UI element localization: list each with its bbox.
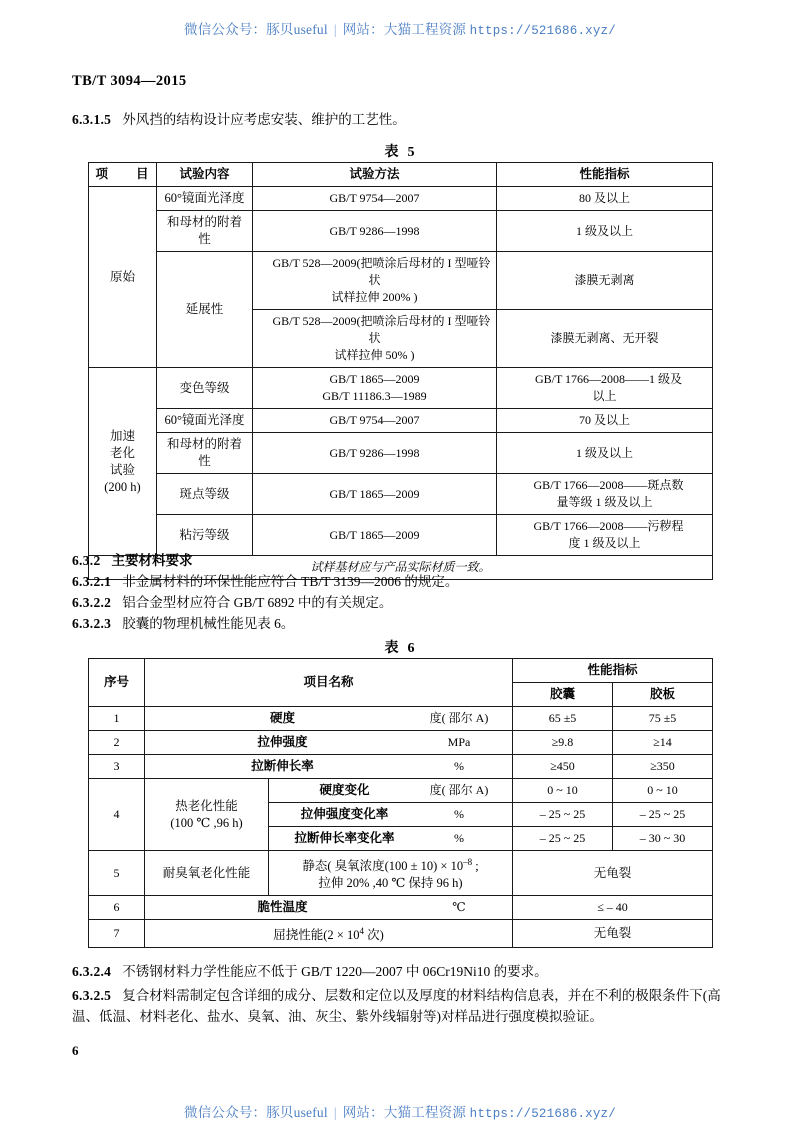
table-5	[88, 162, 713, 580]
watermark-account: 豚贝useful	[266, 1105, 328, 1120]
table5-test-content: 变色等级	[157, 368, 253, 409]
desc-line-1a: 静态( 臭氧浓度(100 ± 10) × 10	[302, 859, 464, 874]
watermark-separator: |	[333, 1105, 337, 1120]
table5-performance	[497, 368, 713, 409]
table6-col-seq: 序号	[89, 659, 145, 707]
desc-line-2: 拉伸 20% ,40 ℃ 保持 96 h)	[318, 876, 463, 891]
table5-caption-number: 5	[407, 145, 416, 160]
table6-item-name: 拉伸强度	[257, 735, 308, 749]
table6-item-name: 脆性温度	[257, 900, 308, 915]
table-row	[89, 896, 713, 920]
table6-col-plate: 胶板	[613, 683, 713, 707]
table5-performance: 80 及以上	[497, 187, 713, 211]
table6-value-plate: ≥350	[613, 755, 713, 779]
table5-group-accelerated-aging	[89, 368, 157, 556]
table6-item-name: 硬度	[270, 711, 296, 725]
table6-value-bag: – 25 ~ 25	[513, 827, 613, 851]
table-row	[89, 515, 713, 556]
perf-line-2: 量等级 1 级及以上	[556, 495, 653, 509]
table6-header-row-1	[89, 659, 713, 683]
table6-item-unit: MPa	[447, 735, 471, 749]
table5-header-row	[89, 163, 713, 187]
clause-6-3-2-5	[72, 985, 744, 1027]
table6-item-name: 拉断伸长率变化率	[294, 831, 395, 845]
table6-item-name-b: 次)	[363, 928, 384, 943]
table-row	[89, 851, 713, 896]
table6-item-unit: %	[454, 831, 465, 845]
desc-line-1	[274, 854, 507, 875]
clause-text: 外风挡的结构设计应考虑安装、维护的工艺性。	[122, 112, 406, 127]
watermark-prefix: 微信公众号：	[184, 22, 267, 37]
table6-item	[269, 827, 513, 851]
table-row	[89, 252, 713, 310]
clause-text: 不锈钢材料力学性能应不低于 GB/T 1220—2007 中 06Cr19Ni10 的要求。	[122, 964, 548, 979]
table5-performance: 70 及以上	[497, 409, 713, 433]
clause-text: 复合材料需制定包含详细的成分、层数和定位以及厚度的材料结构信息表，并在不利的极限条件下(高温、低温、材料老化、盐水、臭氧、油、灰尘、紫外线辐射等)对样品进行强度模拟验证。	[72, 988, 721, 1024]
method-line-1: GB/T 1865—2009	[329, 372, 420, 386]
table6-item-name: 拉伸强度变化率	[300, 807, 389, 821]
table6-item	[145, 707, 513, 731]
clause-text: 胶囊的物理机械性能见表 6。	[122, 616, 295, 631]
clause-6-3-2-4	[72, 962, 548, 982]
table-row	[89, 920, 713, 948]
table5-test-method	[253, 310, 497, 368]
clause-number: 6.3.2.2	[72, 595, 112, 610]
table6-value-plate: 0 ~ 10	[613, 779, 713, 803]
table6-group-heat-aging	[145, 779, 269, 851]
desc-line-1b: ;	[472, 859, 479, 874]
table5-test-method: GB/T 1865—2009	[253, 474, 497, 515]
method-line-1: GB/T 528—2009(把喷涂后母材的 I 型哑铃状	[272, 256, 491, 287]
clause-6-3-2	[72, 551, 193, 571]
table6-value-plate: 75 ±5	[613, 707, 713, 731]
watermark-site-name: 大猫工程资源	[383, 1105, 467, 1120]
table5-test-method: GB/T 9754—2007	[253, 409, 497, 433]
table5-test-content: 和母材的附着性	[157, 211, 253, 252]
group-line-2: (100 ℃ ,96 h)	[170, 815, 243, 830]
table6-caption-label: 表	[384, 641, 400, 656]
table5-performance: 漆膜无剥离	[497, 252, 713, 310]
table6-item-name: 拉断伸长率	[251, 759, 314, 773]
clause-text: 主要材料要求	[111, 553, 193, 568]
perf-line-1: GB/T 1766—2008——污秽程	[533, 519, 684, 533]
watermark-url: https://521686.xyz/	[469, 1107, 616, 1121]
table6-value-plate: – 30 ~ 30	[613, 827, 713, 851]
table5-test-content: 延展性	[157, 252, 253, 368]
table5-col-item: 项 目	[89, 163, 157, 187]
table6-seq: 7	[89, 920, 145, 948]
watermark-site-name: 大猫工程资源	[383, 22, 467, 37]
table6-item-unit: 度( 邵尔 A)	[429, 783, 489, 797]
table-6	[88, 658, 713, 948]
table6-value-bag: – 25 ~ 25	[513, 803, 613, 827]
watermark-account: 豚贝useful	[266, 22, 328, 37]
table6-value-bag: ≥450	[513, 755, 613, 779]
table5-test-method	[253, 368, 497, 409]
table6-item-unit: %	[454, 807, 465, 821]
clause-number: 6.3.2	[72, 553, 101, 568]
table-row	[89, 731, 713, 755]
watermark-site-label: 网站：	[342, 22, 384, 37]
top-watermark	[0, 18, 800, 38]
group-line-3: 试验	[109, 462, 135, 477]
table5-performance: 漆膜无剥离、无开裂	[497, 310, 713, 368]
page-number: 6	[72, 1043, 79, 1058]
table6-item-unit: %	[454, 759, 465, 773]
table6-col-item-name: 项目名称	[145, 659, 513, 707]
table6-seq: 6	[89, 896, 145, 920]
table6-item-name: 硬度变化	[319, 783, 370, 797]
table-row	[89, 368, 713, 409]
table5-test-method: GB/T 9286—1998	[253, 433, 497, 474]
table6-col-bag: 胶囊	[513, 683, 613, 707]
clause-number: 6.3.2.4	[72, 964, 112, 979]
table6-value-bag: 0 ~ 10	[513, 779, 613, 803]
table-row	[89, 409, 713, 433]
perf-line-2: 度 1 级及以上	[568, 536, 641, 550]
table6-seq: 2	[89, 731, 145, 755]
table6-value-bag: ≥9.8	[513, 731, 613, 755]
perf-line-2: 以上	[592, 389, 617, 403]
table6-seq: 4	[89, 779, 145, 851]
table5-test-content: 60°镜面光泽度	[157, 187, 253, 211]
group-line-1: 热老化性能	[175, 798, 238, 813]
group-line-2: 老化	[109, 445, 135, 460]
table-row	[89, 211, 713, 252]
table6-seq: 5	[89, 851, 145, 896]
table6-value-bag: 65 ±5	[513, 707, 613, 731]
table6-caption	[0, 637, 800, 657]
table5-caption	[0, 141, 800, 161]
table6-value-merged: 无龟裂	[513, 851, 713, 896]
table6-item-name-sup: 4	[359, 926, 364, 937]
watermark-prefix: 微信公众号：	[184, 1105, 267, 1120]
table5-test-content: 和母材的附着性	[157, 433, 253, 474]
clause-number: 6.3.2.3	[72, 616, 112, 631]
table6-caption-number: 6	[407, 641, 416, 656]
clause-number: 6.3.2.5	[72, 988, 112, 1003]
table5-note: 试样基材应与产品实际材质一致。	[89, 556, 713, 580]
table6-item-name-a: 屈挠性能(2 × 10	[273, 928, 360, 943]
table5-col-test-method: 试验方法	[253, 163, 497, 187]
method-line-2: GB/T 11186.3—1989	[322, 389, 427, 403]
table-row	[89, 707, 713, 731]
table6-item	[269, 779, 513, 803]
table5-test-method: GB/T 9286—1998	[253, 211, 497, 252]
clause-number: 6.3.1.5	[72, 112, 112, 127]
watermark-url: https://521686.xyz/	[469, 24, 616, 38]
table-row	[89, 779, 713, 803]
desc-line-1-sup: –8	[463, 857, 473, 867]
clause-6-3-2-3	[72, 614, 294, 634]
table5-performance: 1 级及以上	[497, 211, 713, 252]
perf-line-1: GB/T 1766—2008——斑点数	[533, 478, 684, 492]
standard-code: TB/T 3094—2015	[72, 73, 187, 89]
table-row	[89, 433, 713, 474]
table5-test-content: 粘污等级	[157, 515, 253, 556]
group-line-4: (200 h)	[104, 479, 141, 494]
perf-line-1: GB/T 1766—2008——1 级及	[534, 372, 683, 386]
table6-col-performance: 性能指标	[513, 659, 713, 683]
table6-item-unit: ℃	[452, 900, 466, 915]
clause-6-3-2-2	[72, 593, 392, 613]
table5-performance	[497, 515, 713, 556]
table6-item	[145, 731, 513, 755]
watermark-separator: |	[333, 22, 337, 37]
table5-col-performance: 性能指标	[497, 163, 713, 187]
table5-test-method	[253, 252, 497, 310]
method-line-2: 试样拉伸 50% )	[334, 348, 415, 362]
table-row	[89, 474, 713, 515]
table6-item	[269, 851, 513, 896]
table6-seq: 3	[89, 755, 145, 779]
table6-group-ozone-aging: 耐臭氧老化性能	[145, 851, 269, 896]
table6-item-unit: 度( 邵尔 A)	[429, 711, 489, 725]
method-line-2: 试样拉伸 200% )	[331, 290, 418, 304]
table-row	[89, 755, 713, 779]
table6-item	[145, 920, 513, 948]
table6-item	[145, 896, 513, 920]
table6-value-merged: ≤ – 40	[513, 896, 713, 920]
table5-test-content: 60°镜面光泽度	[157, 409, 253, 433]
clause-text: 铝合金型材应符合 GB/T 6892 中的有关规定。	[122, 595, 393, 610]
table5-performance	[497, 474, 713, 515]
table6-item	[145, 755, 513, 779]
table6-value-merged: 无龟裂	[513, 920, 713, 948]
table5-performance: 1 级及以上	[497, 433, 713, 474]
table5-test-method: GB/T 9754—2007	[253, 187, 497, 211]
clause-6-3-1-5	[72, 110, 406, 130]
group-line-1: 加速	[109, 428, 135, 443]
clause-text: 非金属材料的环保性能应符合 TB/T 3139—2006 的规定。	[122, 574, 459, 589]
bottom-watermark	[0, 1101, 800, 1121]
table5-caption-label: 表	[384, 145, 400, 160]
watermark-site-label: 网站：	[342, 1105, 384, 1120]
table5-group-original: 原始	[89, 187, 157, 368]
clause-number: 6.3.2.1	[72, 574, 112, 589]
table6-value-plate: ≥14	[613, 731, 713, 755]
table-row	[89, 187, 713, 211]
clause-6-3-2-1	[72, 572, 458, 592]
method-line-1: GB/T 528—2009(把喷涂后母材的 I 型哑铃状	[272, 314, 491, 345]
table5-test-method: GB/T 1865—2009	[253, 515, 497, 556]
table6-seq: 1	[89, 707, 145, 731]
table5-test-content: 斑点等级	[157, 474, 253, 515]
table5-col-test-content: 试验内容	[157, 163, 253, 187]
table6-value-plate: – 25 ~ 25	[613, 803, 713, 827]
table6-item	[269, 803, 513, 827]
